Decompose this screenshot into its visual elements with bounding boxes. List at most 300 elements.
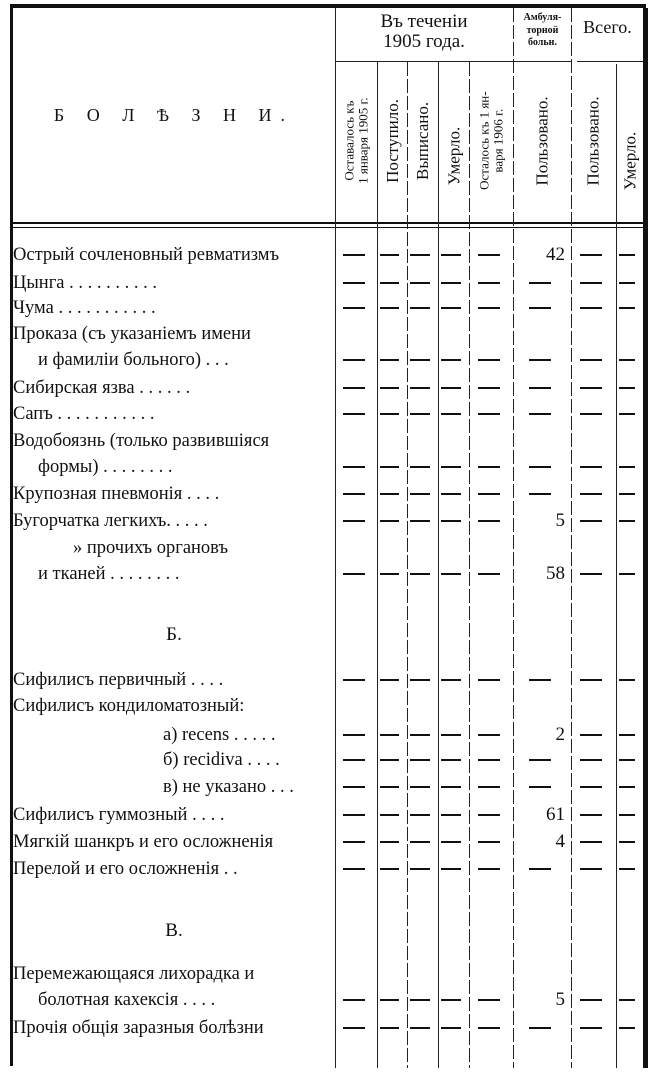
table-cell: [514, 271, 565, 295]
empty-dash: [619, 387, 635, 389]
empty-dash: [410, 282, 430, 284]
table-cell: [336, 243, 371, 267]
table-cell: [572, 455, 610, 479]
empty-dash: [380, 307, 399, 309]
table-cell: [617, 803, 637, 827]
column-header-remained-start: [336, 62, 377, 220]
column-header-line: Умерло.: [444, 126, 464, 186]
table-cell: [378, 455, 401, 479]
table-cell: [336, 402, 371, 426]
table-cell: [336, 803, 371, 827]
table-cell: [336, 376, 371, 400]
disease-label: а) recens . . . . .: [163, 725, 276, 745]
empty-dash: [410, 387, 430, 389]
group-header-1905: [336, 12, 512, 52]
table-cell: [617, 348, 637, 372]
empty-dash: [529, 387, 551, 389]
empty-dash: [529, 679, 551, 681]
table-cell: [572, 723, 610, 747]
table-cell: [439, 775, 463, 799]
empty-dash: [343, 387, 365, 389]
table-cell: [439, 723, 463, 747]
table-cell: [378, 562, 401, 586]
table-cell: [514, 243, 565, 267]
empty-dash: [380, 466, 399, 468]
table-cell: [617, 482, 637, 506]
empty-dash: [410, 493, 430, 495]
table-cell: [617, 830, 637, 854]
empty-dash: [441, 387, 461, 389]
empty-dash: [410, 359, 430, 361]
empty-dash: [619, 493, 635, 495]
column-header-line: 1 января 1905 г.: [355, 97, 371, 185]
table-cell: [514, 482, 565, 506]
group-header-ambulatory-line3: больн.: [528, 37, 557, 48]
table-cell: [439, 348, 463, 372]
column-header-discharged: [408, 62, 438, 220]
cell-value: 42: [546, 244, 565, 265]
table-cell: [439, 668, 463, 692]
table-cell: [439, 509, 463, 533]
table-cell: [336, 562, 371, 586]
empty-dash: [380, 1027, 399, 1029]
disease-label: Водобоязнь (только развившіяся: [13, 431, 270, 451]
table-cell: [336, 509, 371, 533]
table-cell: [470, 348, 507, 372]
table-cell: [572, 348, 610, 372]
empty-dash: [580, 466, 602, 468]
table-cell: [470, 509, 507, 533]
table-cell: [572, 775, 610, 799]
empty-dash: [380, 493, 399, 495]
cell-value: 4: [555, 831, 565, 852]
table-cell: [336, 857, 371, 881]
empty-dash: [343, 282, 365, 284]
empty-dash: [580, 520, 602, 522]
cell-value: 58: [546, 563, 565, 584]
empty-dash: [441, 573, 461, 575]
table-cell: [336, 748, 371, 772]
empty-dash: [478, 573, 500, 575]
table-cell: [617, 723, 637, 747]
cell-value: 5: [555, 989, 565, 1010]
table-cell: [408, 455, 432, 479]
table-cell: [470, 243, 507, 267]
column-header-line: Поступило.: [382, 99, 402, 183]
empty-dash: [343, 493, 365, 495]
empty-dash: [441, 413, 461, 415]
empty-dash: [441, 679, 461, 681]
empty-dash: [529, 868, 551, 870]
empty-dash: [580, 573, 602, 575]
table-cell: [408, 271, 432, 295]
table-cell: [439, 857, 463, 881]
empty-dash: [380, 759, 399, 761]
column-header-line: Пользовано.: [584, 96, 604, 186]
table-cell: [617, 243, 637, 267]
empty-dash: [580, 841, 602, 843]
table-cell: [470, 562, 507, 586]
table-cell: [408, 243, 432, 267]
empty-dash: [410, 254, 430, 256]
table-cell: [617, 271, 637, 295]
empty-dash: [619, 520, 635, 522]
empty-dash: [343, 786, 365, 788]
table-cell: [408, 775, 432, 799]
disease-label: Перемежающаяся лихорадка и: [13, 964, 255, 984]
table-cell: [572, 748, 610, 772]
table-cell: [572, 803, 610, 827]
table-cell: [617, 775, 637, 799]
empty-dash: [478, 786, 500, 788]
table-cell: [617, 296, 637, 320]
empty-dash: [478, 520, 500, 522]
empty-dash: [441, 786, 461, 788]
table-cell: [470, 455, 507, 479]
table-cell: [572, 296, 610, 320]
empty-dash: [410, 679, 430, 681]
empty-dash: [410, 814, 430, 816]
table-cell: [378, 348, 401, 372]
empty-dash: [380, 841, 399, 843]
empty-dash: [619, 413, 635, 415]
empty-dash: [478, 282, 500, 284]
empty-dash: [478, 254, 500, 256]
disease-label-continuation: и фамиліи больного) . . .: [38, 350, 229, 370]
table-cell: [439, 748, 463, 772]
table-cell: [336, 296, 371, 320]
column-header-died: [439, 62, 469, 220]
empty-dash: [343, 841, 365, 843]
disease-label: Чума . . . . . . . . . . .: [13, 298, 156, 318]
cell-value: 61: [546, 804, 565, 825]
empty-dash: [441, 307, 461, 309]
empty-dash: [343, 466, 365, 468]
disease-label-continuation: болотная кахексія . . . .: [38, 990, 216, 1010]
table-cell: [378, 509, 401, 533]
disease-label: б) recidiva . . . .: [163, 750, 280, 770]
empty-dash: [343, 999, 365, 1001]
table-cell: [514, 830, 565, 854]
disease-label-continuation: формы) . . . . . . . .: [38, 457, 173, 477]
column-header-remained-end: [470, 62, 513, 220]
disease-label: Острый сочленовный ревматизмъ: [13, 245, 280, 265]
disease-label: Бугорчатка легкихъ. . . . .: [13, 511, 208, 531]
empty-dash: [619, 841, 635, 843]
table-cell: [336, 668, 371, 692]
table-cell: [378, 243, 401, 267]
empty-dash: [478, 814, 500, 816]
table-cell: [408, 296, 432, 320]
table-cell: [572, 988, 610, 1012]
disease-label: Сапъ . . . . . . . . . . .: [13, 404, 155, 424]
empty-dash: [441, 520, 461, 522]
empty-dash: [529, 307, 551, 309]
empty-dash: [343, 254, 365, 256]
empty-dash: [380, 282, 399, 284]
disease-label: Прочія общія заразныя болѣзни: [13, 1018, 264, 1038]
table-right-border: [643, 8, 648, 1068]
empty-dash: [343, 759, 365, 761]
table-cell: [617, 455, 637, 479]
empty-dash: [478, 734, 500, 736]
empty-dash: [619, 1027, 635, 1029]
table-cell: [470, 857, 507, 881]
disease-label: Мягкій шанкръ и его осложненія: [13, 832, 274, 852]
disease-label: Сифилисъ гуммозный . . . .: [13, 805, 225, 825]
table-cell: [572, 562, 610, 586]
table-cell: [378, 723, 401, 747]
empty-dash: [380, 734, 399, 736]
table-cell: [336, 482, 371, 506]
table-cell: [514, 748, 565, 772]
empty-dash: [410, 307, 430, 309]
table-cell: [470, 748, 507, 772]
table-cell: [572, 271, 610, 295]
column-header-line: Осталось къ 1 ян-: [476, 91, 492, 191]
table-cell: [514, 455, 565, 479]
empty-dash: [580, 759, 602, 761]
table-title-diseases: Б О Л Ѣ З Н И.: [53, 104, 295, 125]
empty-dash: [441, 999, 461, 1001]
table-cell: [378, 376, 401, 400]
table-cell: [439, 830, 463, 854]
empty-dash: [478, 868, 500, 870]
empty-dash: [580, 413, 602, 415]
empty-dash: [619, 759, 635, 761]
table-cell: [470, 402, 507, 426]
table-cell: [378, 402, 401, 426]
table-cell: [470, 376, 507, 400]
group-header-ambulatory-line1: Амбуля-: [523, 12, 562, 23]
empty-dash: [478, 679, 500, 681]
table-cell: [470, 723, 507, 747]
empty-dash: [343, 868, 365, 870]
table-cell: [378, 775, 401, 799]
table-cell: [439, 694, 463, 718]
empty-dash: [410, 999, 430, 1001]
empty-dash: [380, 413, 399, 415]
table-cell: [514, 562, 565, 586]
empty-dash: [380, 254, 399, 256]
empty-dash: [478, 999, 500, 1001]
empty-dash: [380, 868, 399, 870]
table-cell: [514, 348, 565, 372]
column-header-line: Выписано.: [413, 101, 433, 181]
empty-dash: [580, 868, 602, 870]
table-cell: [572, 1016, 610, 1040]
table-cell: [439, 562, 463, 586]
table-cell: [470, 775, 507, 799]
empty-dash: [619, 282, 635, 284]
table-cell: [514, 668, 565, 692]
empty-dash: [580, 493, 602, 495]
empty-dash: [478, 759, 500, 761]
empty-dash: [380, 999, 399, 1001]
empty-dash: [619, 999, 635, 1001]
table-cell: [378, 1016, 401, 1040]
column-header-line: Оставалось къ: [341, 101, 357, 181]
empty-dash: [478, 493, 500, 495]
table-cell: [572, 668, 610, 692]
cell-value: 5: [555, 510, 565, 531]
table-cell: [617, 668, 637, 692]
disease-label: Проказа (съ указаніемъ имени: [13, 324, 251, 344]
group-header-1905-line1: Въ теченіи: [380, 11, 468, 32]
disease-label: Сифилисъ первичный . . . .: [13, 670, 224, 690]
empty-dash: [529, 359, 551, 361]
cell-value: 2: [555, 724, 565, 745]
empty-dash: [580, 786, 602, 788]
table-cell: [617, 694, 637, 718]
table-cell: [514, 376, 565, 400]
table-cell: [572, 402, 610, 426]
empty-dash: [441, 814, 461, 816]
column-header-total-died: [617, 62, 643, 220]
disease-label: в) не указано . . .: [163, 777, 294, 797]
empty-dash: [441, 493, 461, 495]
disease-label: Сибирская язва . . . . . .: [13, 378, 191, 398]
table-cell: [439, 482, 463, 506]
table-cell: [408, 723, 432, 747]
empty-dash: [619, 254, 635, 256]
table-cell: [514, 857, 565, 881]
table-cell: [572, 509, 610, 533]
empty-dash: [580, 999, 602, 1001]
group-header-total: Всего.: [583, 17, 632, 37]
table-cell: [408, 668, 432, 692]
empty-dash: [478, 1027, 500, 1029]
table-cell: [336, 723, 371, 747]
table-cell: [408, 562, 432, 586]
table-cell: [408, 830, 432, 854]
disease-label: Сифилисъ кондиломатозный:: [13, 696, 245, 716]
column-header-admitted: [378, 62, 407, 220]
column-header-line: Пользовано.: [532, 96, 552, 186]
table-cell: [408, 348, 432, 372]
table-cell: [336, 694, 371, 718]
table-cell: [378, 803, 401, 827]
empty-dash: [410, 520, 430, 522]
table-cell: [617, 1016, 637, 1040]
table-cell: [617, 402, 637, 426]
table-cell: [408, 857, 432, 881]
empty-dash: [343, 679, 365, 681]
empty-dash: [619, 573, 635, 575]
empty-dash: [410, 573, 430, 575]
empty-dash: [529, 466, 551, 468]
table-cell: [514, 509, 565, 533]
table-cell: [408, 482, 432, 506]
table-cell: [514, 402, 565, 426]
table-cell: [439, 988, 463, 1012]
table-cell: [378, 668, 401, 692]
table-cell: [617, 988, 637, 1012]
table-cell: [470, 988, 507, 1012]
empty-dash: [410, 1027, 430, 1029]
section-heading-b: Б.: [166, 624, 182, 645]
empty-dash: [580, 387, 602, 389]
empty-dash: [478, 387, 500, 389]
table-cell: [378, 296, 401, 320]
empty-dash: [478, 307, 500, 309]
disease-label: Крупозная пневмонія . . . .: [13, 484, 220, 504]
table-cell: [470, 668, 507, 692]
empty-dash: [380, 387, 399, 389]
empty-dash: [619, 359, 635, 361]
empty-dash: [380, 520, 399, 522]
table-cell: [470, 1016, 507, 1040]
table-cell: [408, 1016, 432, 1040]
table-cell: [514, 694, 565, 718]
group-header-ambulatory: [514, 12, 571, 50]
disease-label: Перелой и его осложненія . .: [13, 859, 238, 879]
empty-dash: [410, 734, 430, 736]
empty-dash: [410, 841, 430, 843]
empty-dash: [619, 814, 635, 816]
empty-dash: [580, 254, 602, 256]
group-header-ambulatory-line2: торной: [526, 24, 559, 36]
empty-dash: [343, 734, 365, 736]
table-cell: [617, 509, 637, 533]
column-header-ambulatory-treated: [514, 62, 571, 220]
table-cell: [470, 803, 507, 827]
empty-dash: [343, 359, 365, 361]
table-cell: [617, 562, 637, 586]
empty-dash: [410, 786, 430, 788]
table-cell: [439, 243, 463, 267]
empty-dash: [478, 841, 500, 843]
empty-dash: [343, 573, 365, 575]
empty-dash: [441, 734, 461, 736]
table-cell: [439, 803, 463, 827]
table-cell: [378, 988, 401, 1012]
empty-dash: [410, 413, 430, 415]
empty-dash: [441, 254, 461, 256]
table-cell: [378, 271, 401, 295]
table-cell: [378, 482, 401, 506]
table-cell: [514, 296, 565, 320]
column-header-line: Умерло.: [620, 131, 640, 191]
table-cell: [408, 988, 432, 1012]
table-cell: [378, 857, 401, 881]
empty-dash: [441, 1027, 461, 1029]
table-cell: [336, 830, 371, 854]
table-cell: [617, 748, 637, 772]
empty-dash: [619, 679, 635, 681]
table-cell: [408, 376, 432, 400]
table-cell: [514, 723, 565, 747]
empty-dash: [380, 786, 399, 788]
disease-label-continuation: и тканей . . . . . . . .: [38, 564, 180, 584]
table-cell: [572, 694, 610, 718]
empty-dash: [410, 466, 430, 468]
empty-dash: [580, 307, 602, 309]
disease-label: Цынга . . . . . . . . . .: [13, 273, 157, 293]
empty-dash: [619, 868, 635, 870]
empty-dash: [410, 868, 430, 870]
table-cell: [439, 455, 463, 479]
table-cell: [408, 694, 432, 718]
empty-dash: [478, 359, 500, 361]
table-cell: [336, 271, 371, 295]
empty-dash: [580, 282, 602, 284]
empty-dash: [343, 814, 365, 816]
empty-dash: [529, 786, 551, 788]
table-cell: [572, 830, 610, 854]
empty-dash: [343, 307, 365, 309]
empty-dash: [529, 759, 551, 761]
